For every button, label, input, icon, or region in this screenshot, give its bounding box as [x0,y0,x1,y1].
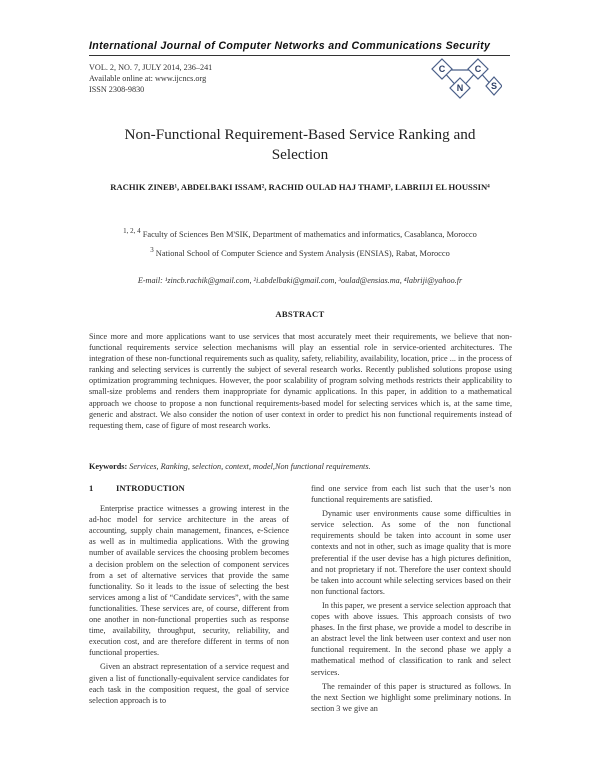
affiliation-1 [60,227,540,239]
journal-title: International Journal of Computer Networks and Communications Security [89,40,491,52]
affiliation-2-text: National School of Computer Science and System Analysis (ENSIAS), Rabat, Morocco [155,248,450,258]
paragraph: find one service from each list such that the user’s non functional requirements are satisfied. [311,484,511,505]
logo-letter-c2: C [474,64,482,74]
column-right [311,483,511,717]
abstract-heading: ABSTRACT [275,309,325,319]
author-emails: E-mail: ¹zincb.rachik@gmail.com, ²i.abdelbaki@gmail.com, ³oulad@ensias.ma, ⁴labriji@yahoo.fr [137,276,463,285]
affiliation-1-marker: 1, 2, 4 [123,227,141,235]
paragraph: The remainder of this paper is structured as follows. In the next Section we highlight some preliminary notions. In section 3 we give an [311,681,511,713]
affiliation-2-marker: 3 [150,246,154,254]
keywords [89,462,512,471]
section-heading [89,483,289,494]
affiliation-1-text: Faculty of Sciences Ben M'SIK, Department of mathematics and informatics, Casablanca, Morocco [142,229,477,239]
author-list: RACHIK ZINEB¹, ABDELBAKI ISSAM², RACHID OULAD HAJ THAMI³, LABRIIJI EL HOUSSIN⁴ [110,182,490,192]
logo-letter-s: S [490,81,498,91]
online-line: Available online at: www.ijcncs.org [89,74,207,83]
issue-info [89,62,329,95]
abstract-text: Since more and more applications want to use services that most accurately meet their requirements, we believe that non-functional requirements service selection mechanisms will play an essential role in service-oriented architectures. The integration of these non-functional requirements such as quality, safety, reliability, availability, location, price ... in the process of ranking and selecting services is currently the subject of several research works. Recently published solutions propose using optimization programming techniques. However, the poor scalability of program solving methods restricts their applicability to small-size problems and renders them inappropriate for dynamic applications. In this paper, in addition to a mathematical approach we choose to propose a non functional requirements-based model for selecting services which is, at the same time, generic and abstract. We also consider the notion of user context in order to predict his non functional requirements instead of requesting them, case of figure of most research works. [89,332,512,430]
logo-letter-n: N [456,83,464,93]
issn-line: ISSN 2308-9830 [89,85,145,94]
paragraph: In this paper, we present a service selection approach that copes with above issues. This approach consists of two phases. In the first phase, we provide a model to describe in an abstract level the link between user context and user non functional requirement. In the second phase we apply a mathematical method of classification to rank and select services. [311,600,511,677]
section-title: INTRODUCTION [116,483,185,493]
journal-logo [428,56,502,102]
logo-letter-c1: C [438,64,446,74]
column-left [89,483,289,709]
keywords-label: Keywords: [89,462,128,471]
paper-title: Non-Functional Requirement-Based Service Ranking and Selection [124,126,476,163]
paragraph: Enterprise practice witnesses a growing interest in the ad-hoc model for service architecture in the areas of accounting, supply chain management, finances, e-Science as well as in multimedia applications. With the growing number of available services the choosing problem becomes a decision problem on the selection of component services from a set of alternative services that provide the same functionality. So it leads to the issue of selecting the best services among a list of “Candidate services”, with the same functionalities. These services are, of course, different from one another in non-functional properties such as response time, availability, throughput, security, reliability, and execution cost, and are therefore different in terms of non functional properties. [89,504,289,658]
section-number: 1 [89,483,94,493]
keywords-value: Services, Ranking, selection, context, model,Non functional requirements. [129,462,371,471]
paragraph: Given an abstract representation of a service request and given a list of functionally-equivalent service candidates for each task in the composition request, the goal of service selection approach is to [89,662,289,705]
paragraph: Dynamic user environments cause some difficulties in service selection. As some of the non functional requirements should be taken into account in some user contexts and not in other, such as image quality that is more preferential if the user devise has a high pictures definition, and not proprietary if not. Therefore the user context should be taken into account while selecting services based on their non functional factors. [311,509,511,596]
volume-line: VOL. 2, NO. 7, JULY 2014, 236–241 [89,63,213,72]
affiliation-2 [60,246,540,258]
